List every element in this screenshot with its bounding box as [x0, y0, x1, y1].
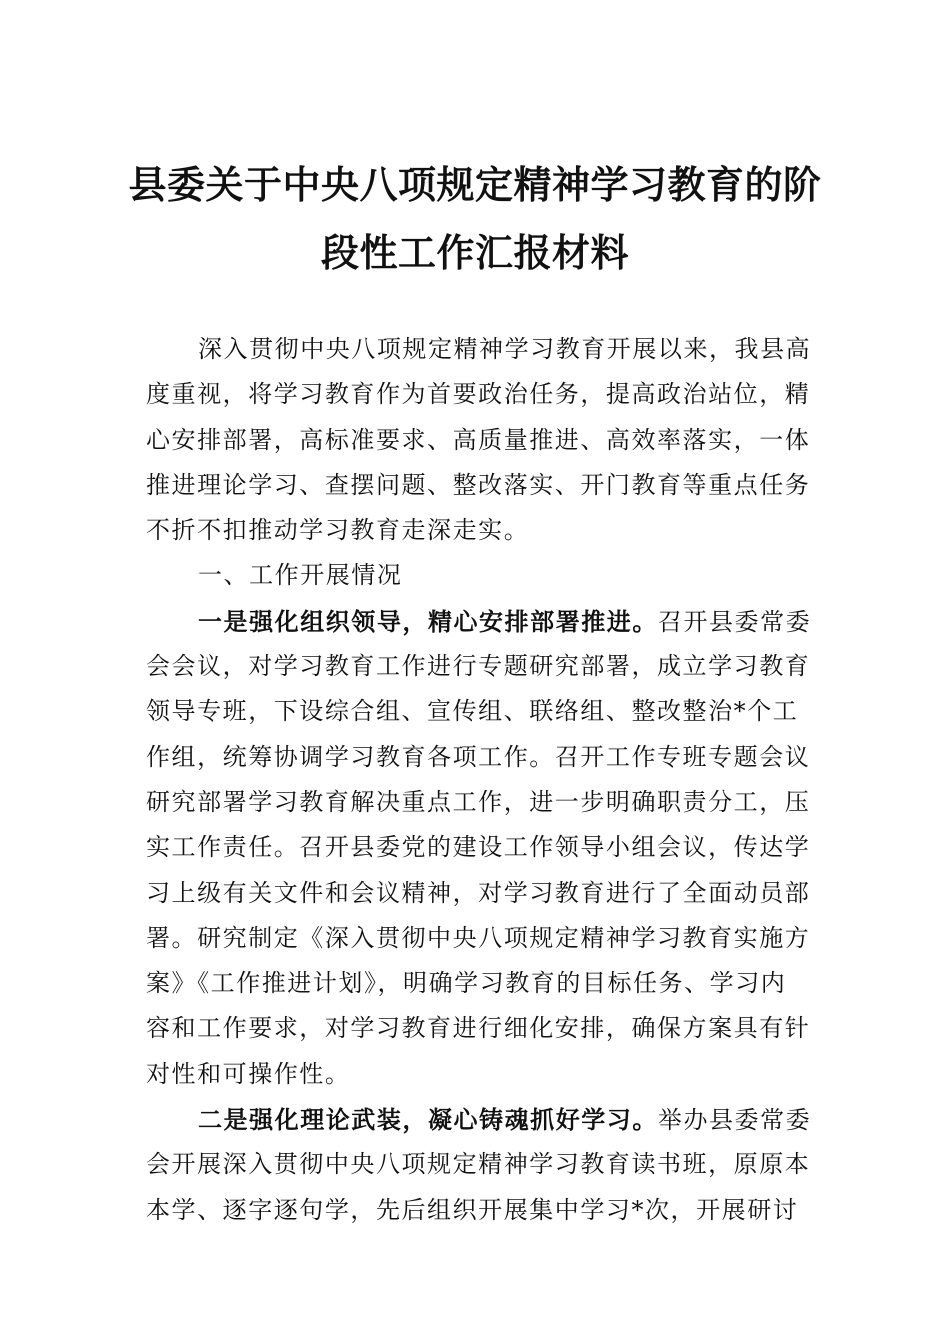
text-line: 会开展深入贯彻中央八项规定精神学习教育读书班，原原本: [146, 1150, 811, 1179]
text-line: 研究部署学习教育解决重点工作，进一步明确职责分工，压: [146, 787, 811, 816]
text-line: [146, 599, 812, 644]
text-line: 会会议，对学习教育工作进行专题研究部署，成立学习教育: [146, 652, 811, 681]
paragraph-lead: 二是强化理论武装，凝心铸魂抓好学习。: [198, 1105, 658, 1135]
text-line: 不折不扣推动学习教育走深走实。: [146, 516, 530, 545]
text-line: 案》《工作推进计划》，明确学习教育的目标任务、学习内: [146, 969, 787, 998]
text-line: 领导专班，下设综合组、宣传组、联络组、整改整治*个工: [146, 697, 799, 726]
section-heading-text: 一、工作开展情况: [198, 561, 403, 590]
text-line: 心安排部署，高标准要求、高质量推进、高效率落实，一体: [146, 425, 811, 454]
document-title-line-1: 县委关于中央八项规定精神学习教育的阶: [128, 162, 822, 207]
text-line: 推进理论学习、查摆问题、整改落实、开门教育等重点任务: [146, 470, 811, 499]
document-title-line-2: 段性工作汇报材料: [320, 230, 629, 275]
text-line: 度重视，将学习教育作为首要政治任务，提高政治站位，精: [146, 380, 811, 409]
paragraph-intro: [146, 327, 812, 553]
paragraph-lead-rest: 举办县委常委: [657, 1106, 812, 1135]
text-line: 容和工作要求，对学习教育进行细化安排，确保方案具有针: [146, 1014, 811, 1043]
text-line: 对性和可操作性。: [146, 1059, 351, 1088]
paragraph-organization: [146, 599, 812, 1097]
section-heading: [146, 553, 806, 598]
paragraph-lead-rest: 召开县委常委: [657, 607, 812, 636]
text-line: 深入贯彻中央八项规定精神学习教育开展以来，我县高: [198, 335, 812, 363]
paragraph-theory: [146, 1097, 812, 1233]
text-line: 习上级有关文件和会议精神，对学习教育进行了全面动员部: [146, 878, 811, 907]
paragraph-lead: 一是强化组织领导，精心安排部署推进。: [198, 606, 658, 636]
document-body: [146, 327, 812, 1233]
text-line: [146, 1097, 812, 1142]
text-line: 实工作责任。召开县委党的建设工作领导小组会议，传达学: [146, 833, 811, 862]
text-line: 本学、逐字逐句学，先后组织开展集中学习*次，开展研讨: [146, 1195, 799, 1224]
text-line: 作组，统筹协调学习教育各项工作。召开工作专班专题会议: [146, 742, 811, 771]
text-line: 署。研究制定《深入贯彻中央八项规定精神学习教育实施方: [146, 923, 811, 952]
